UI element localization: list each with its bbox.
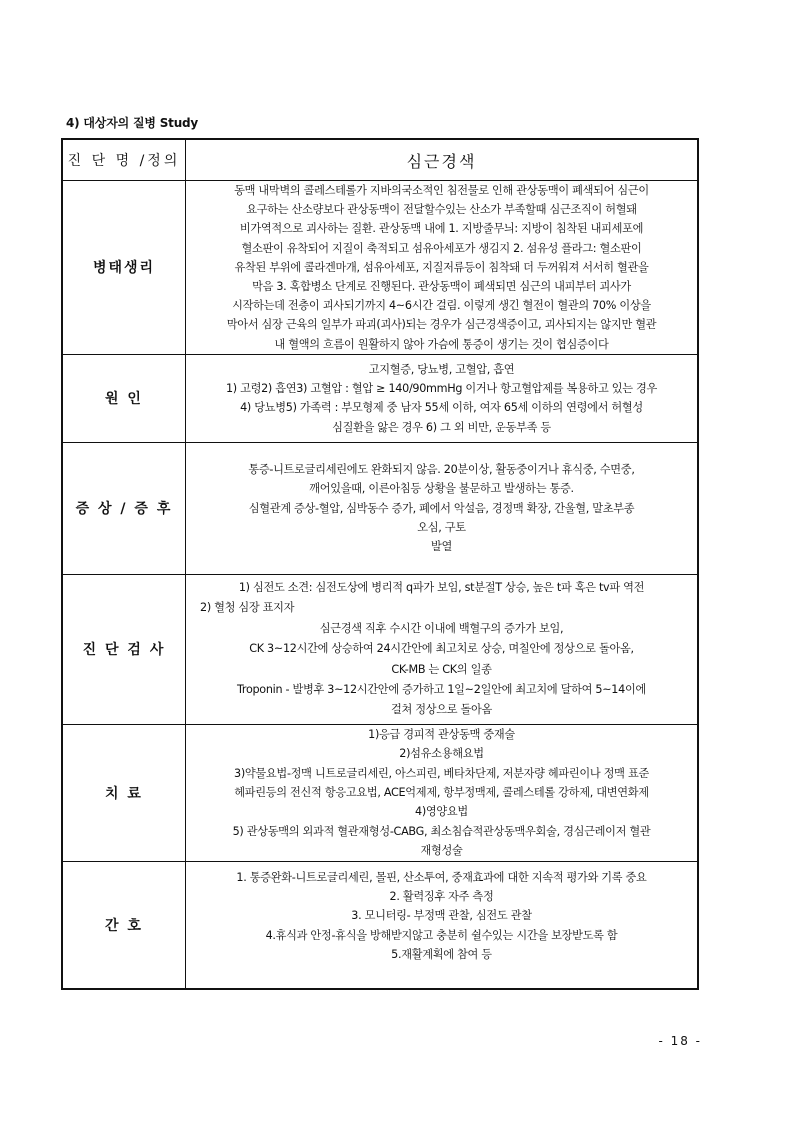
content-line: 동맥 내막벽의 콜레스테롤가 지바의국소적인 침전물로 인해 관상동맥이 폐색되어 심근이 xyxy=(234,184,649,197)
row-label-symptoms: 증 상 / 증 후 xyxy=(62,442,186,574)
content-line: 요구하는 산소량보다 관상동맥이 전달할수있는 산소가 부족할때 심근조직이 허혈돼 xyxy=(246,203,637,217)
content-line: CK 3~12시간에 상승하여 24시간안에 최고치로 상승, 며칠안에 정상으로 돌아옴, xyxy=(249,642,634,656)
table-row xyxy=(62,354,698,442)
content-line: 심질환을 앓은 경우 6) 그 외 비만, 운동부족 등 xyxy=(332,420,551,434)
row-label-diagnostic-tests: 진 단 검 사 xyxy=(62,574,186,724)
row-content-diagnostic-tests xyxy=(186,574,699,724)
table-row xyxy=(62,574,698,724)
content-line: 오심, 구토 xyxy=(417,521,466,535)
content-line: 5) 관상동맥의 외과적 혈관재형성-CABG, 최소침습적관상동맥우회술, 경심근레이저 혈관 xyxy=(232,824,651,838)
diagnosis-label: 진 단 명 /정의 xyxy=(62,139,186,181)
row-label-nursing: 간 호 xyxy=(62,861,186,989)
disease-study-table xyxy=(61,138,699,990)
row-label-pathophysiology: 병태생리 xyxy=(62,181,186,355)
content-line: 4) 당뇨병5) 가족력 : 부모형제 중 남자 55세 이하, 여자 65세 이하의 연령에서 허혈성 xyxy=(240,401,643,415)
content-line: 심혈관계 증상-혈압, 심박동수 증가, 폐에서 악설음, 경정맥 확장, 간울혈, 말초부종 xyxy=(248,501,635,515)
content-line: 3. 모니터링- 부정맥 관찰, 심전도 관찰 xyxy=(351,909,532,923)
row-label-treatment: 치 료 xyxy=(62,724,186,861)
content-line: 4)영양요법 xyxy=(415,805,468,819)
content-line: 2)섬유소용해요법 xyxy=(399,747,484,761)
content-line: 2. 활력징후 자주 측정 xyxy=(389,890,494,904)
table-row xyxy=(62,442,698,574)
content-line: 막아서 심장 근육의 일부가 파괴(괴사)되는 경우가 심근경색증이고, 괴사되지는 않지만 혈관 xyxy=(226,318,657,332)
row-content-pathophysiology xyxy=(186,181,699,355)
content-line: 비가역적으로 괴사하는 질환. 관상동맥 내에 1. 지방줄무늬: 지방이 침착된 내피세포에 xyxy=(239,222,644,236)
content-line: 유착된 부위에 콜라겐마개, 섬유아세포, 지질저류등이 침착돼 더 두꺼워져 서서히 혈관을 xyxy=(234,260,649,274)
content-line: 재형성술 xyxy=(420,844,463,858)
row-content-nursing xyxy=(186,861,699,989)
content-line: 1) 고령2) 흡연3) 고혈압 : 혈압 ≥ 140/90mmHg 이거나 항고혈압제를 복용하고 있는 경우 xyxy=(225,381,658,395)
content-line: 4.휴식과 안정-휴식을 방해받지않고 충분히 쉴수있는 시간을 보장받도록 함 xyxy=(265,928,618,942)
content-line: CK-MB 는 CK의 일종 xyxy=(391,662,492,676)
content-line: 2) 혈청 심장 표지자 xyxy=(200,601,295,615)
page-number: - 18 - xyxy=(658,1034,702,1048)
content-line: 통증-니트로글리세린에도 완화되지 않음. 20분이상, 활동중이거나 휴식중, 수면중, xyxy=(248,462,635,476)
row-content-cause xyxy=(186,354,699,442)
content-line: 5.재활계획에 참여 등 xyxy=(391,948,492,962)
content-line: 걸쳐 정상으로 돌아옴 xyxy=(390,703,493,717)
content-line: 헤파린등의 전신적 항응고요법, ACE억제제, 항부정맥제, 콜레스테롤 강하제, 대변연화제 xyxy=(234,786,649,800)
content-line: 1) 심전도 소견: 심전도상에 병리적 q파가 보임, st분절T 상승, 높은 t파 혹은 tv파 역전 xyxy=(238,580,645,594)
content-line: 발열 xyxy=(430,540,452,554)
content-line: 3)약물요법-정맥 니트로글리세린, 아스피린, 베타차단제, 저분자량 헤파린이나 정맥 표준 xyxy=(234,766,649,780)
content-line: 막음 3. 혹합병소 단계로 진행된다. 관상동맥이 폐색되면 심근의 내피부터 괴사가 xyxy=(252,280,631,294)
content-line: 1. 통증완화-니트로글리세린, 몰핀, 산소투여, 중재효과에 대한 지속적 평가와 기록 중요 xyxy=(236,870,647,884)
content-line: 혈소판이 유착되어 지질이 축적되고 섬유아세포가 생김지 2. 섬유성 플라그: 혈소판이 xyxy=(241,241,642,255)
content-line: 심근경색 직후 수시간 이내에 백혈구의 증가가 보임, xyxy=(319,621,564,635)
table-row xyxy=(62,861,698,989)
row-label-cause: 원 인 xyxy=(62,354,186,442)
content-line: 1)응급 경피적 관상동맥 중재술 xyxy=(368,727,515,741)
row-content-treatment xyxy=(186,724,699,861)
row-content-symptoms xyxy=(186,442,699,574)
table-row xyxy=(62,724,698,861)
content-line: 시작하는데 전층이 괴사되기까지 4~6시간 걸림. 이렇게 생긴 혈전이 혈관의 70% 이상을 xyxy=(232,299,651,313)
content-line: Troponin - 발병후 3~12시간안에 증가하고 1일~2일안에 최고치에 달하여 5~14이에 xyxy=(237,682,646,696)
table-header-row xyxy=(62,139,698,181)
diagnosis-title: 심근경색 xyxy=(186,139,699,181)
section-heading: 4) 대상자의 질병 Study xyxy=(66,116,199,130)
content-line: 깨어있을때, 이른아침등 상황을 불문하고 발생하는 통증. xyxy=(309,482,574,496)
content-line: 내 혈액의 흐름이 원활하지 않아 가슴에 통증이 생기는 것이 협심증이다 xyxy=(274,337,609,351)
content-line: 고지혈증, 당뇨병, 고혈압, 흡연 xyxy=(368,362,515,376)
table-row xyxy=(62,181,698,355)
